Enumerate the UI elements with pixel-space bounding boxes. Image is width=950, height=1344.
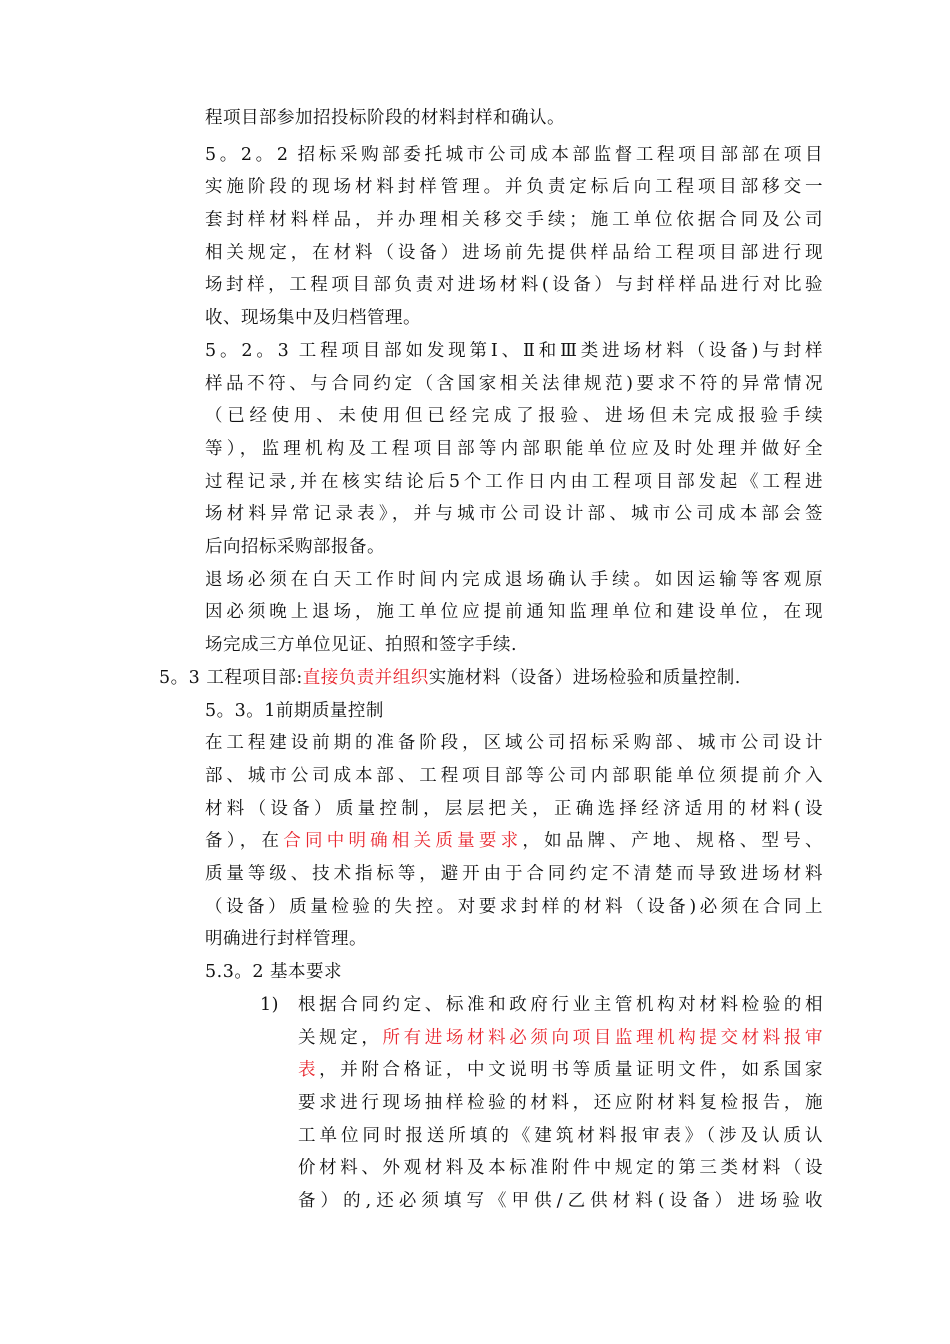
exit-paragraph-line: 因必须晚上退场，施工单位应提前通知监理单位和建设单位，在现 (205, 602, 823, 622)
section-5-3-heading (159, 663, 741, 693)
section-5-2-2-line: 套封样材料样品，并办理相关移交手续；施工单位依据合同及公司 (205, 210, 823, 230)
section-5-3-suffix: 实施材料（设备）进场检验和质量控制. (428, 668, 741, 688)
section-5-2-2-line: 实施阶段的现场材料封样管理。并负责定标后向工程项目部移交一 (205, 177, 823, 197)
list-item-line: 价材料、外观材料及本标准附件中规定的第三类材料（设 (298, 1158, 823, 1178)
section-5-3-1-line: 材料（设备）质量控制，层层把关，正确选择经济适用的材料(设 (205, 799, 823, 819)
section-5-2-3-line: 过程记录,并在核实结论后5个工作日内由工程项目部发起《工程进 (205, 472, 823, 492)
section-5-2-2-line: 收、现场集中及归档管理。 (205, 308, 421, 328)
section-5-3-1-line (205, 826, 823, 856)
section-5-3-1-line: 质量等级、技术指标等，避开由于合同约定不清楚而导致进场材料 (205, 864, 823, 884)
exit-paragraph-line: 退场必须在白天工作时间内完成退场确认手续。如因运输等客观原 (205, 570, 823, 590)
line-suffix: ，并附合格证，中文说明书等质量证明文件，如系国家 (319, 1060, 823, 1080)
list-item-line (298, 1055, 823, 1085)
paragraph-line: 程项目部参加招投标阶段的材料封样和确认。 (205, 108, 565, 128)
section-5-2-3-line: 5。2。3 工程项目部如发现第Ⅰ、Ⅱ和Ⅲ类进场材料（设备)与封样 (205, 341, 823, 361)
highlight-text: 合同中明确相关质量要求 (283, 831, 523, 851)
section-5-2-3-line: 等），监理机构及工程项目部等内部职能单位应及时处理并做好全 (205, 439, 823, 459)
section-5-2-3-line: 样品不符、与合同约定（含国家相关法律规范)要求不符的异常情况 (205, 374, 823, 394)
list-item-line: 备）的,还必须填写《甲供/乙供材料(设备）进场验收 (298, 1191, 823, 1211)
exit-paragraph-line: 场完成三方单位见证、拍照和签字手续. (205, 635, 518, 655)
line-prefix: 关规定， (298, 1028, 383, 1048)
section-5-3-1-heading: 5。3。1前期质量控制 (205, 701, 384, 721)
section-5-3-1-line: 部、城市公司成本部、工程项目部等公司内部职能单位须提前介入 (205, 766, 823, 786)
section-5-3-1-line: 在工程建设前期的准备阶段，区域公司招标采购部、城市公司设计 (205, 733, 823, 753)
highlight-text: 所有进场材料必须向项目监理机构提交材料报审 (382, 1028, 823, 1048)
section-5-3-prefix: 5。3 工程项目部: (159, 668, 303, 688)
section-5-2-2-line: 场封样，工程项目部负责对进场材料(设备）与封样样品进行对比验 (205, 275, 823, 295)
list-item-line: 根据合同约定、标准和政府行业主管机构对材料检验的相 (298, 995, 823, 1015)
section-5-2-3-line: 后向招标采购部报备。 (205, 537, 385, 557)
list-item-line: 工单位同时报送所填的《建筑材料报审表》（涉及认质认 (298, 1126, 823, 1146)
highlight-text: 表 (298, 1060, 320, 1080)
list-item-number: 1) (260, 995, 279, 1015)
section-5-3-1-line: 明确进行封样管理。 (205, 929, 367, 949)
section-5-3-1-line: （设备）质量检验的失控。对要求封样的材料（设备)必须在合同上 (205, 897, 823, 917)
section-5-2-3-line: （已经使用、未使用但已经完成了报验、进场但未完成报验手续 (205, 406, 823, 426)
list-item-line: 要求进行现场抽样检验的材料，还应附材料复检报告，施 (298, 1093, 823, 1113)
line-suffix: ，如品牌、产地、规格、型号、 (522, 831, 824, 851)
section-5-2-2-line: 5。2。2 招标采购部委托城市公司成本部监督工程项目部部在项目 (205, 145, 823, 165)
section-5-2-2-line: 相关规定，在材料（设备）进场前先提供样品给工程项目部进行现 (205, 243, 823, 263)
section-5-3-2-heading: 5.3。2 基本要求 (205, 962, 343, 982)
section-5-2-3-line: 场材料异常记录表》，并与城市公司设计部、城市公司成本部会签 (205, 504, 823, 524)
highlight-text: 直接负责并组织 (302, 668, 429, 688)
line-prefix: 备），在 (205, 831, 284, 851)
list-item-line (298, 1023, 823, 1053)
